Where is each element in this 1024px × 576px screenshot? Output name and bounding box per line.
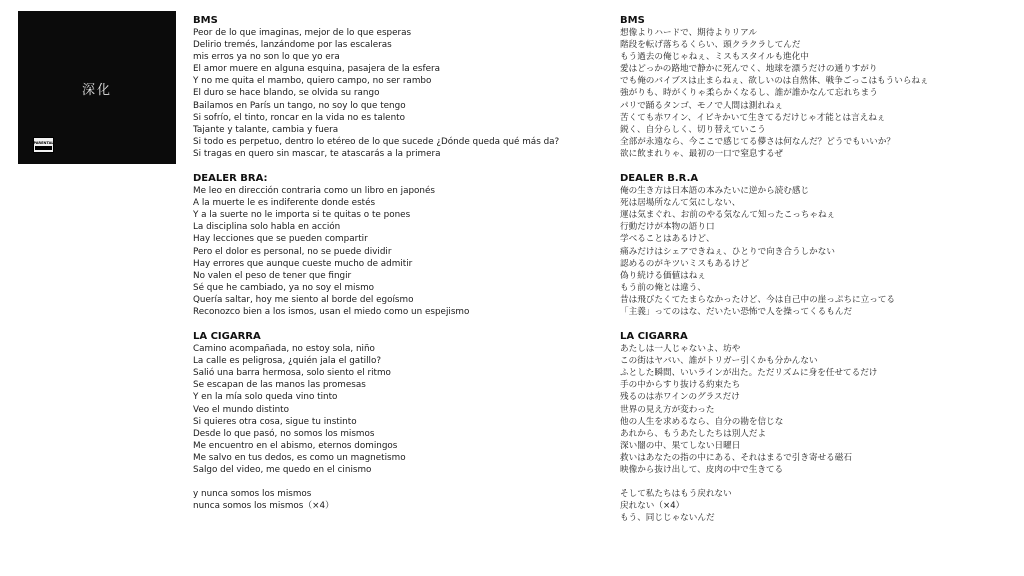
lyric-line: Desde lo que pasó, no somos los mismos (193, 428, 375, 439)
lyric-line: La calle es peligrosa, ¿quién jala el gatillo? (193, 356, 382, 367)
lyric-line: Me leo en dirección contraria como un libro en japonés (193, 186, 435, 197)
lyric-line: 残るのは赤ワインのグラスだけ (620, 392, 740, 403)
lyric-line: Veo el mundo distinto (193, 404, 289, 415)
lyric-line: Y en la mía solo queda vino tinto (193, 392, 338, 403)
lyric-line: mis erros ya no son lo que yo era (193, 52, 340, 63)
lyrics-section (193, 330, 559, 512)
lyric-line: Peor de lo que imaginas, mejor de lo que esperas (193, 28, 412, 38)
lyric-line: 全部が永遠なら、今ここで感じてる儚さは何なんだ？どうでもいいか？ (620, 136, 896, 147)
lyric-line: 死は居場所なんて気にしない、 (620, 198, 741, 209)
lyric-line: 学べることはあるけど、 (620, 234, 715, 245)
lyric-line: 認めるのがキツいミスもあるけど (620, 258, 749, 269)
lyric-line: 強がりも、時がくりゃ柔らかくなるし、誰が誰かなんて忘れちまう (620, 88, 878, 99)
parental-advisory-label: PARENTAL (33, 137, 54, 153)
lyric-line: Si tragas en quero sin mascar, te atascarás a la primera (193, 148, 441, 159)
lyric-line: Salió una barra hermosa, solo siento el ritmo (193, 368, 391, 379)
lyric-line: Hay lecciones que se pueden compartir (193, 234, 368, 245)
lyric-line: Camino acompañada, no estoy sola, niño (193, 344, 375, 355)
lyrics-section (193, 172, 559, 318)
outro-block (193, 488, 559, 512)
lyric-line: El amor muere en alguna esquina, pasajera de la esfera (193, 64, 440, 75)
lyric-line: でも俺のバイブスは止まらねぇ、欲しいのは自然体、戦争ごっこはもういらねぇ (620, 76, 929, 87)
lyric-line: この街はヤバい、誰がトリガー引くかも分かんない (620, 356, 818, 367)
lyric-line: Sé que he cambiado, ya no soy el mismo (193, 282, 375, 293)
album-cover (18, 11, 176, 164)
section-heading: BMS (193, 15, 218, 26)
lyric-line: Y a la suerte no le importa si te quitas o te pones (193, 210, 411, 221)
lyric-line: No valen el peso de tener que fingir (193, 270, 352, 281)
album-cover-title: 深化 (81, 83, 112, 98)
lyric-line: El duro se hace blando, se olvida su rango (193, 88, 380, 99)
lyric-line: 手の中からすり抜ける約束たち (620, 380, 741, 391)
lyric-line: 映像から抜け出して、皮肉の中で生きてる (620, 465, 784, 475)
lyric-line: Si todo es perpetuo, dentro lo etéreo de lo que sucede ¿Dónde queda qué más da? (193, 136, 560, 147)
lyric-line: 愛はどっかの路地で静かに死んでく、地球を漂うだけの通りすがり (620, 64, 878, 75)
lyric-line: 偽り続ける価値はねぇ (620, 270, 706, 281)
lyric-line: Quería saltar, hoy me siento al borde del egoísmo (193, 294, 414, 305)
lyric-line: もう過去の俺じゃねぇ、ミスもスタイルも進化中 (620, 52, 809, 63)
lyrics-section (620, 14, 929, 160)
outro-line: もう、同じじゃないんだ (620, 513, 715, 524)
lyric-line: A la muerte le es indiferente donde estés (193, 198, 376, 209)
lyric-line: あたしは一人じゃないよ、坊や (620, 344, 741, 355)
outro-line: 戻れない（×4） (620, 501, 685, 512)
lyric-line: 想像よりハードで、期待よりリアル (620, 28, 757, 38)
lyric-line: 鋭く、自分らしく、切り替えていこう (620, 124, 766, 135)
lyric-line: Bailamos en París un tango, no soy lo que tengo (193, 100, 406, 111)
lyric-line: 世界の見え方が変わった (620, 404, 715, 415)
lyrics-section (193, 14, 559, 160)
section-heading: DEALER BRA: (193, 173, 268, 185)
lyric-line: La disciplina solo habla en acción (193, 222, 341, 233)
lyric-line: 行動だけが本物の語り口 (620, 222, 715, 233)
lyric-line: Tajante y talante, cambia y fuera (193, 124, 339, 135)
lyric-line: Reconozco bien a los ismos, usan el miedo como un espejismo (193, 306, 470, 317)
lyric-line: 他の人生を求めるなら、自分の勘を信じな (620, 416, 784, 427)
lyric-line: Delirio tremés, lanzándome por las escaleras (193, 40, 392, 51)
section-heading: DEALER B.R.A (620, 173, 699, 185)
outro-line: そして私たちはもう戻れない (620, 489, 732, 500)
section-heading: LA CIGARRA (620, 331, 688, 343)
spanish-lyrics-column (193, 14, 559, 524)
outro-line: y nunca somos los mismos (193, 489, 312, 500)
lyric-line: あれから、もうあたしたちは別人だよ (620, 428, 767, 439)
lyric-line: 俺の生き方は日本語の本みたいに逆から読む感じ (620, 186, 810, 197)
outro-line: nunca somos los mismos（×4） (193, 501, 334, 512)
lyric-line: Me encuentro en el abismo, eternos domingos (193, 440, 398, 451)
lyrics-section (620, 172, 929, 318)
japanese-lyrics-column (620, 14, 929, 536)
lyric-line: Pero el dolor es personal, no se puede dividir (193, 246, 392, 257)
lyric-line: ふとした瞬間、いいラインが出た。ただリズムに身を任せてるだけ (620, 368, 878, 379)
lyric-line: Me salvo en tus dedos, es como un magnetismo (193, 452, 406, 463)
lyric-line: もう前の俺とは違う、 (620, 282, 706, 293)
section-heading: BMS (620, 15, 645, 26)
lyric-line: Se escapan de las manos las promesas (193, 380, 366, 391)
lyric-line: 運は気まぐれ、お前のやる気なんて知ったこっちゃねぇ (620, 210, 836, 221)
section-heading: LA CIGARRA (193, 331, 261, 343)
lyric-line: Hay errores que aunque cueste mucho de admitir (193, 258, 413, 269)
lyric-line: Si sofrío, el tinto, roncar en la vida no es talento (193, 112, 405, 123)
lyric-line: 深い闇の中、果てしない日曜日 (620, 440, 741, 451)
lyric-line: Y no me quita el mambo, quiero campo, no ser rambo (193, 76, 432, 87)
lyric-line: パリで踊るタンゴ、モノで人間は測れねぇ (620, 100, 784, 111)
lyric-line: 救いはあなたの指の中にある、それはまるで引き寄せる磁石 (620, 452, 852, 463)
lyric-line: 痛みだけはシェアできねぇ、ひとりで向き合うしかない (620, 246, 835, 257)
lyrics-section (620, 330, 929, 524)
lyric-line: 「主義」ってのはな、だいたい恐怖で人を操ってくるもんだ (620, 306, 853, 317)
lyric-line: Salgo del video, me quedo en el cinismo (193, 465, 372, 475)
lyric-line: 昔は飛びたくてたまらなかったけど、今は自己中の崖っぷちに立ってる (620, 294, 896, 305)
lyric-line: 苦くても赤ワイン、イビキかいて生きてるだけじゃ才能とは言えねぇ (620, 112, 886, 123)
lyric-line: Si quieres otra cosa, sigue tu instinto (193, 416, 357, 427)
lyric-line: 欲に飲まれりゃ、最初の一口で窒息するぜ (620, 148, 784, 159)
outro-block (620, 488, 929, 524)
lyric-line: 階段を転げ落ちるくらい、頭クラクラしてんだ (620, 40, 801, 51)
